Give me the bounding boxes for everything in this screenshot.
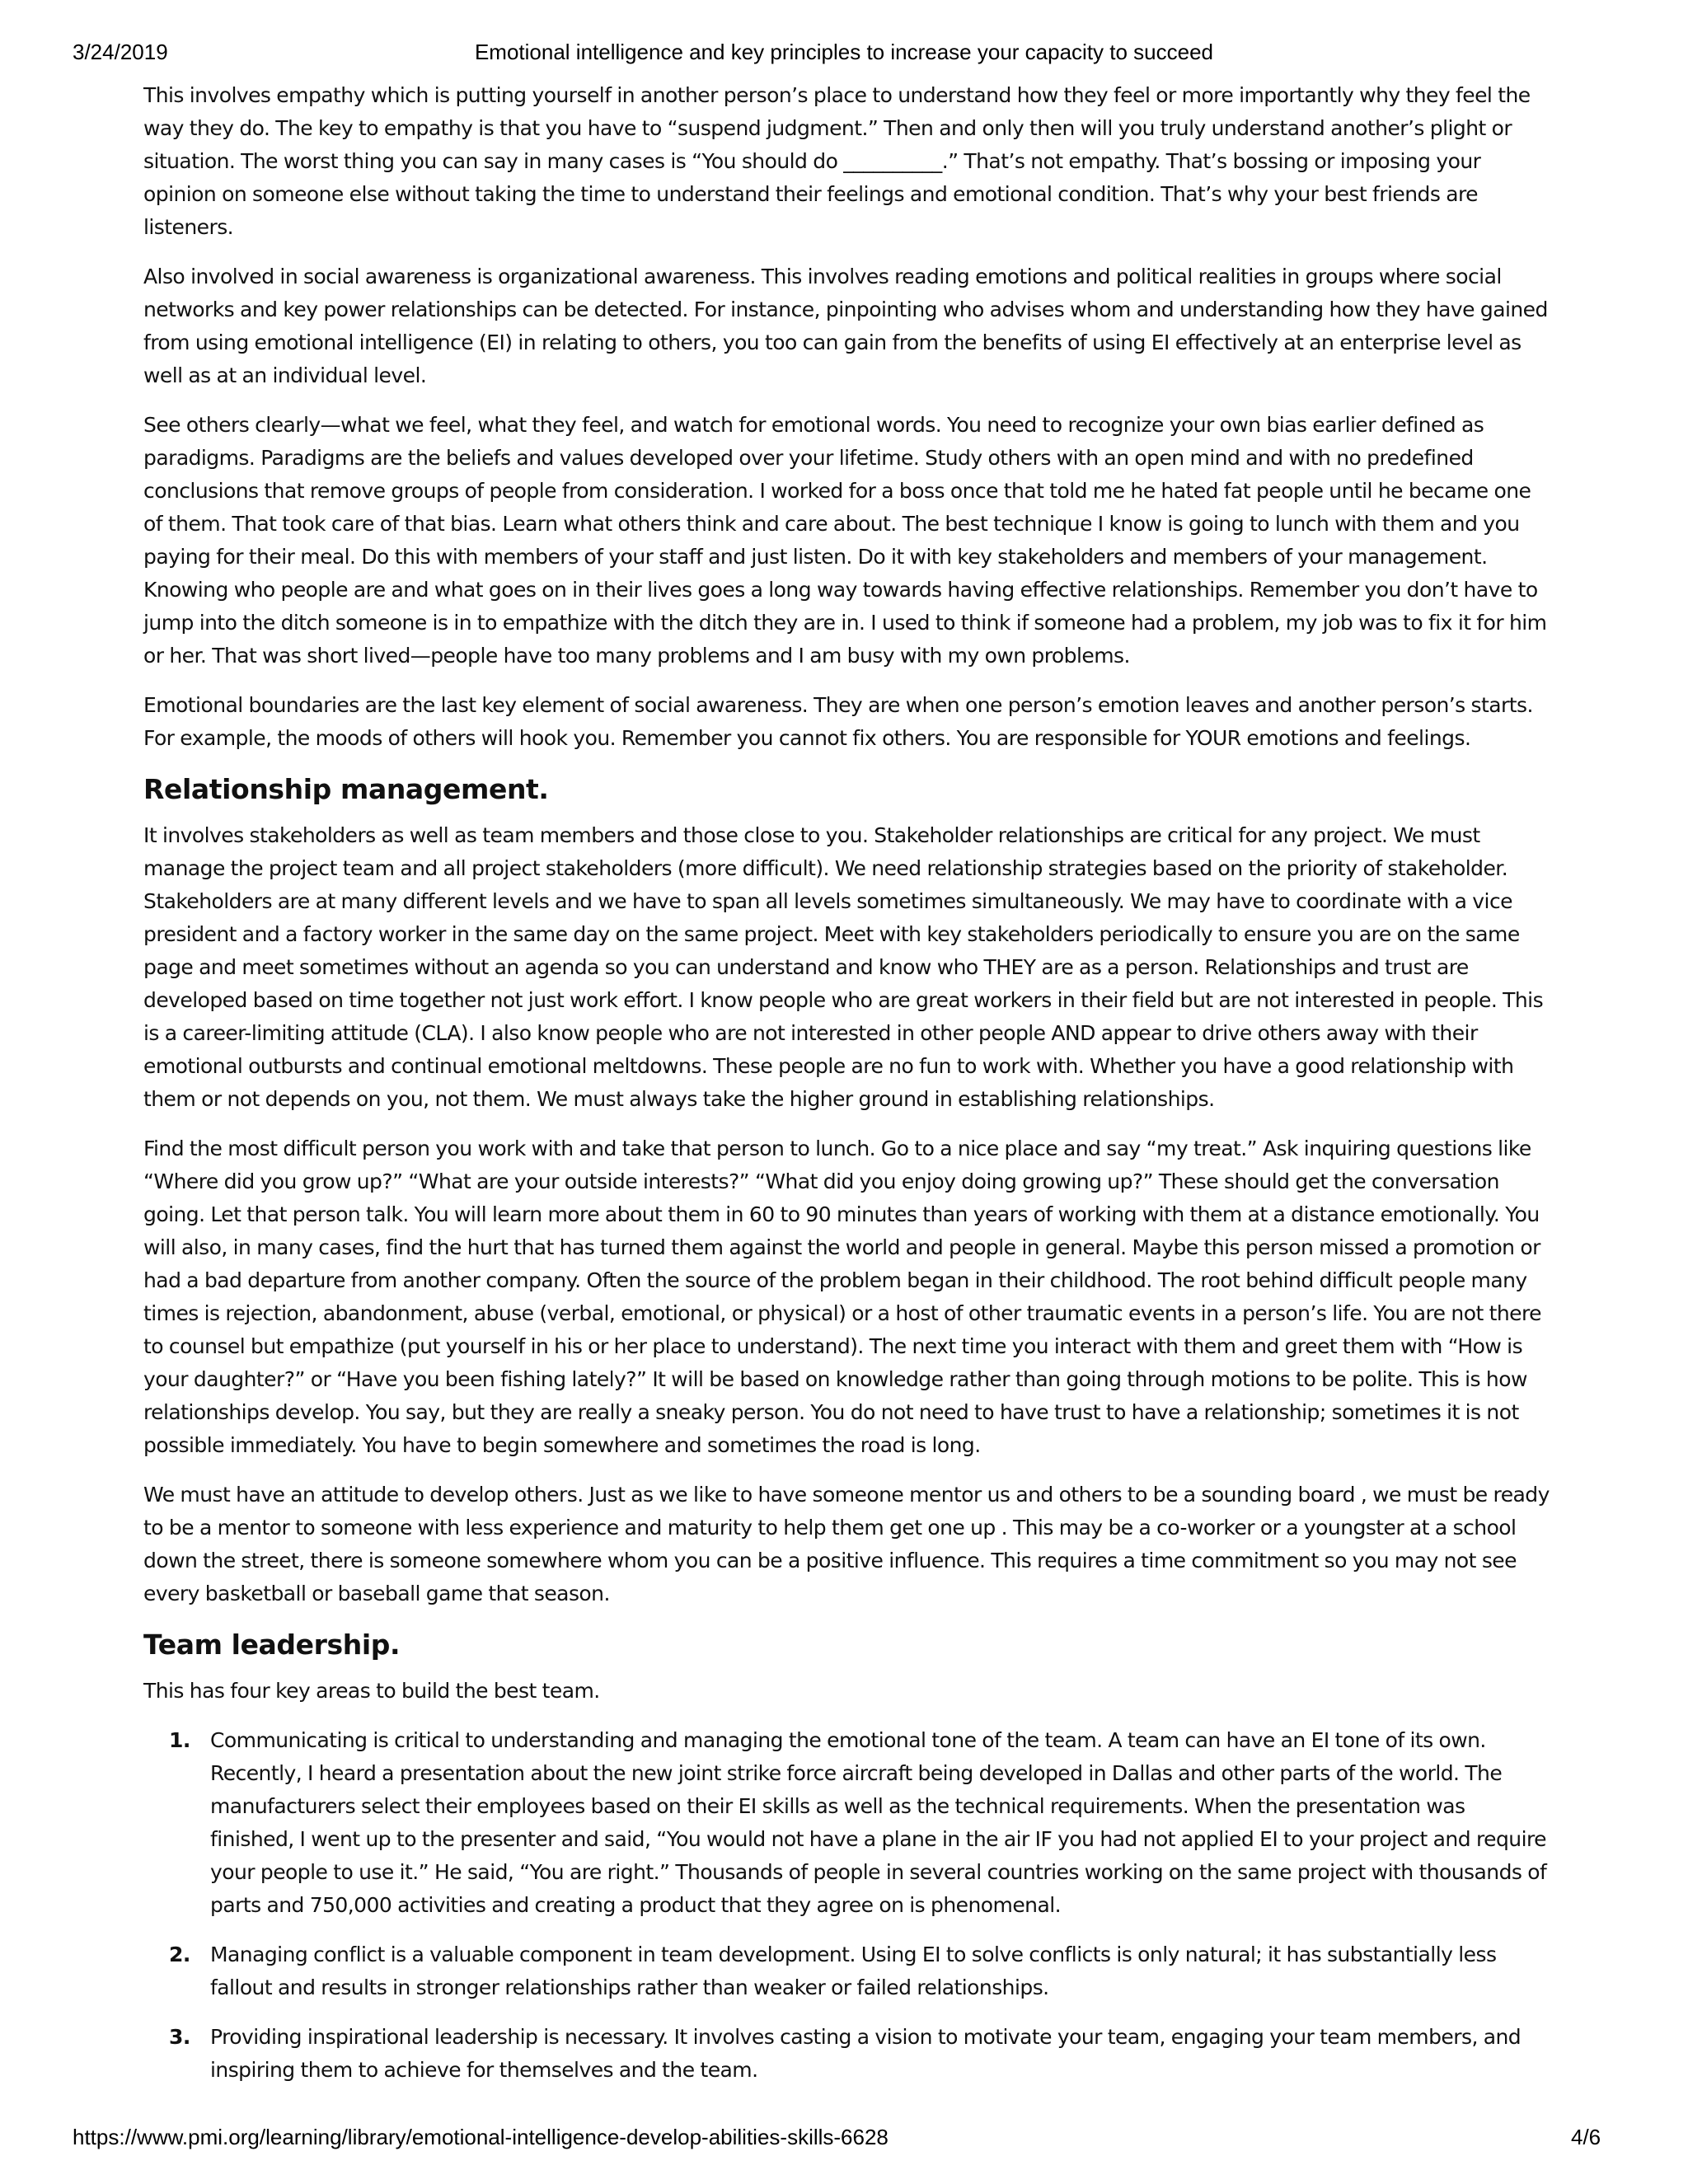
list-item bbox=[143, 1724, 1554, 1922]
paragraph-team-intro: This has four key areas to build the best team. bbox=[143, 1679, 600, 1703]
list-item-text: Managing conflict is a valuable component in team development. Using EI to solve conflicts is only natural; it has substantially less fallout and results in stronger relationships rather than weaker or failed relationships. bbox=[210, 1943, 1497, 1999]
paragraph-difficult-person: Find the most difficult person you work with and take that person to lunch. Go to a nice place and say “my treat.” Ask inquiring questions like “Where did you grow up?” “What are your outside interests?” “What did you enjoy doing growing up?” These should get the conversation going. Let that person talk. You will learn more about them in 60 to 90 minutes than years of working with them at a distance emotionally. You will also, in many cases, find the hurt that has turned them against the world and people in general. Maybe this person missed a promotion or had a bad departure from another company. Often the source of the problem began in their childhood. The root behind difficult people many times is rejection, abandonment, abuse (verbal, emotional, or physical) or a host of other traumatic events in a person’s life. You are not there to counsel but empathize (put yourself in his or her place to understand). The next time you interact with them and greet them with “How is your daughter?” or “Have you been fishing lately?” It will be based on knowledge rather than going through motions to be polite. This is how relationships develop. You say, but they are really a sneaky person. You do not need to have trust to have a relationship; sometimes it is not possible immediately. You have to begin somewhere and sometimes the road is long. bbox=[143, 1137, 1541, 1457]
article-body bbox=[143, 79, 1554, 2103]
page-url: https://www.pmi.org/learning/library/emotional-intelligence-develop-abilities-skills-6628 bbox=[73, 2125, 889, 2149]
paragraph-organizational-awareness: Also involved in social awareness is organizational awareness. This involves reading emotions and political realities in groups where social networks and key power relationships can be detected. For instance, pinpointing who advises whom and understanding how they have gained from using emotional intelligence (EI) in relating to others, you too can gain from the benefits of using EI effectively at an enterprise level as well as at an individual level. bbox=[143, 265, 1548, 387]
list-item-number: 2. bbox=[169, 1943, 190, 1966]
paragraph-stakeholders: It involves stakeholders as well as team members and those close to you. Stakeholder relationships are critical for any project. We must manage the project team and all project stakeholders (more difficult). We need relationship strategies based on the priority of stakeholder. Stakeholders are at many different levels and we have to span all levels sometimes simultaneously. We may have to coordinate with a vice president and a factory worker in the same day on the same project. Meet with key stakeholders periodically to ensure you are on the same page and meet sometimes without an agenda so you can understand and know who THEY are as a person. Relationships and trust are developed based on time together not just work effort. I know people who are great workers in their field but are not interested in people. This is a career-limiting attitude (CLA). I also know people who are not interested in other people AND appear to drive others away with their emotional outbursts and continual emotional meltdowns. These people are no fun to work with. Whether you have a good relationship with them or not depends on you, not them. We must always take the higher ground in establishing relationships. bbox=[143, 823, 1544, 1111]
paragraph-emotional-boundaries: Emotional boundaries are the last key element of social awareness. They are when one person’s emotion leaves and another person’s starts. For example, the moods of others will hook you. Remember you cannot fix others. You are responsible for YOUR emotions and feelings. bbox=[143, 693, 1533, 750]
print-header bbox=[0, 40, 1688, 73]
paragraph-see-others-clearly: See others clearly—what we feel, what they feel, and watch for emotional words. You need to recognize your own bias earlier defined as paradigms. Paradigms are the beliefs and values developed over your lifetime. Study others with an open mind and with no predefined conclusions that remove groups of people from consideration. I worked for a boss once that told me he hated fat people until he became one of them. That took care of that bias. Learn what others think and care about. The best technique I know is going to lunch with them and you paying for their meal. Do this with members of your staff and just listen. Do it with key stakeholders and members of your management. Knowing who people are and what goes on in their lives goes a long way towards having effective relationships. Remember you don’t have to jump into the ditch someone is in to empathize with the ditch they are in. I used to think if someone had a problem, my job was to fix it for him or her. That was short lived—people have too many problems and I am busy with my own problems. bbox=[143, 413, 1547, 668]
heading-relationship-management: Relationship management. bbox=[143, 773, 549, 805]
page-number: 4/6 bbox=[1571, 2125, 1601, 2149]
heading-team-leadership: Team leadership. bbox=[143, 1629, 401, 1661]
paragraph-develop-others: We must have an attitude to develop others. Just as we like to have someone mentor us and others to be a sounding board , we must be ready to be a mentor to someone with less experience and maturity to help them get one up . This may be a co-worker or a youngster at a school down the street, there is someone somewhere whom you can be a positive influence. This requires a time commitment so you may not see every basketball or baseball game that season. bbox=[143, 1483, 1550, 1605]
list-item bbox=[143, 1938, 1554, 2004]
page-title: Emotional intelligence and key principles to increase your capacity to succeed bbox=[474, 40, 1214, 64]
list-item-text: Providing inspirational leadership is necessary. It involves casting a vision to motivate your team, engaging your team members, and inspiring them to achieve for themselves and the team. bbox=[210, 2025, 1522, 2082]
list-item bbox=[143, 2021, 1554, 2087]
print-date: 3/24/2019 bbox=[73, 40, 168, 64]
paragraph-empathy: This involves empathy which is putting yourself in another person’s place to understand how they feel or more importantly why they feel the way they do. The key to empathy is that you have to “suspend judgment.” Then and only then will you truly understand another’s plight or situation. The worst thing you can say in many cases is “You should do __________.” That’s not empathy. That’s bossing or imposing your opinion on someone else without taking the time to understand their feelings and emotional condition. That’s why your best friends are listeners. bbox=[143, 83, 1531, 239]
list-item-number: 1. bbox=[169, 1728, 190, 1752]
list-item-text: Communicating is critical to understanding and managing the emotional tone of the team. A team can have an EI tone of its own. Recently, I heard a presentation about the new joint strike force aircraft being developed in Dallas and other parts of the world. The manufacturers select their employees based on their EI skills as well as the technical requirements. When the presentation was finished, I went up to the presenter and said, “You would not have a plane in the air IF you had not applied EI to your project and require your people to use it.” He said, “You are right.” Thousands of people in several countries working on the same project with thousands of parts and 750,000 activities and creating a product that they agree on is phenomenal. bbox=[210, 1728, 1547, 1917]
list-item-number: 3. bbox=[169, 2025, 190, 2049]
team-areas-list bbox=[143, 1724, 1554, 2087]
